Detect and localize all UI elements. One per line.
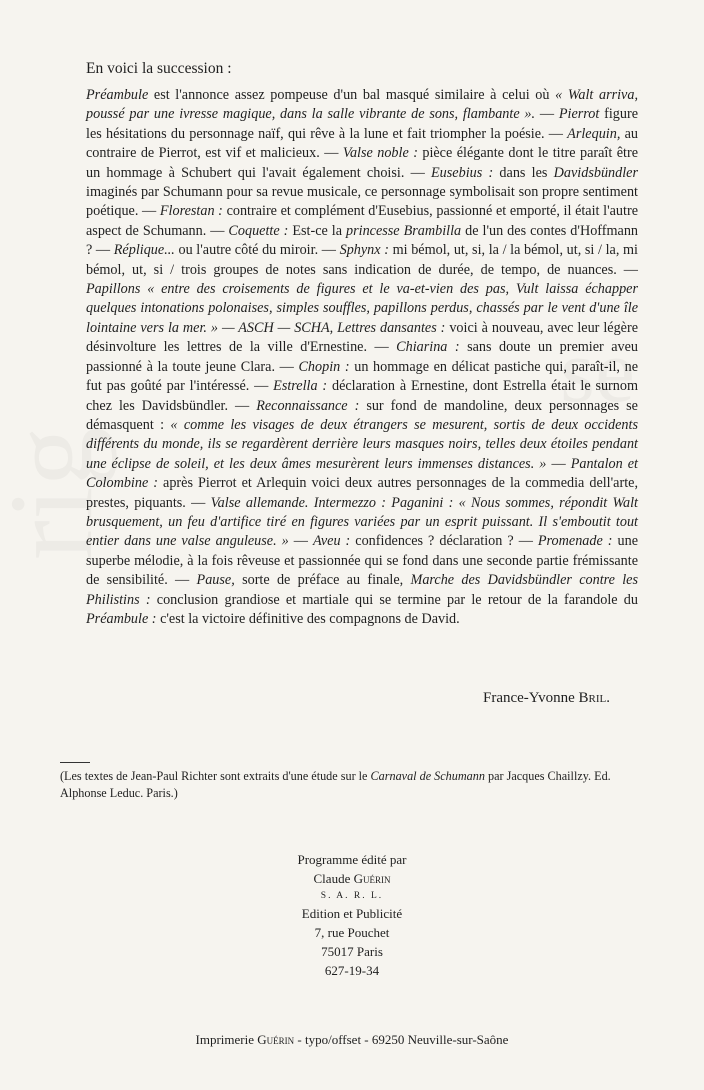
signature xyxy=(483,690,610,707)
text-run: — xyxy=(535,106,559,123)
italic-run: Aveu : xyxy=(312,533,351,550)
text-run: voici à nouveau, avec leur légère désinvolture les lettres de la ville d'Ernestine. — xyxy=(86,319,638,356)
text-run: confidences ? déclaration ? — xyxy=(350,533,538,550)
italic-run: Valse allemande. Intermezzo : Paganini : « Nous sommes, répondit Walt brusquement, un feu d'artifice tiré en figures variées par un esprit puissant. Il s'emboutit tout entier dans une valse anguleuse. » xyxy=(86,494,638,550)
imprint-line-2 xyxy=(0,869,704,888)
italic-run: Réplique... xyxy=(113,242,175,259)
footnote xyxy=(60,768,650,802)
publisher-imprint xyxy=(0,850,704,980)
italic-run: Reconnaissance : xyxy=(256,397,360,414)
text-run: au contraire de Pierrot, est vif et malicieux. — xyxy=(86,125,638,162)
italic-run: Arlequin, xyxy=(567,125,621,142)
italic-run: Préambule xyxy=(86,87,149,103)
text-run: pièce élégante dont le titre paraît être un hommage à Schubert qui l'avait également choisi. — xyxy=(86,145,638,181)
footnote-title: Carnaval de Schumann xyxy=(370,769,485,783)
imprint-line-1: Programme édité par xyxy=(297,852,407,867)
text-run: sur fond de mandoline, deux personnages se démasquent : xyxy=(86,397,638,433)
text-run: — xyxy=(546,455,571,472)
footnote-text-2: par Jacques Chaillzy. Ed. Alphonse Leduc. Paris.) xyxy=(60,769,611,800)
text-run: sans doute un premier aveu passionné à la toute jeune Clara. — xyxy=(86,339,639,375)
text-run: Est-ce la xyxy=(288,222,347,239)
italic-run: princesse Brambilla xyxy=(346,222,462,239)
italic-run: Sphynx : xyxy=(339,242,389,259)
text-run: après Pierrot et Arlequin voici deux autres personnages de la commedia dell'arte, prestes, piquants. — xyxy=(86,475,638,511)
text-run: dans les xyxy=(493,164,554,181)
italic-run: Valse noble : xyxy=(342,145,418,162)
italic-run: Préambule : xyxy=(86,610,157,627)
text-run: imaginés par Schumann pour sa revue musicale, ce personnage symbolisait son propre sentiment poétique. — xyxy=(86,184,638,220)
italic-run: Pierrot xyxy=(558,106,600,123)
text-run: de l'un des contes d'Hoffmann ? — xyxy=(86,222,639,259)
italic-run: Florestan : xyxy=(159,203,223,220)
intro-line: En voici la succession : xyxy=(86,60,232,77)
text-run: conclusion grandiose et martiale qui se termine par le retour de la farandole du xyxy=(150,591,638,608)
italic-run: Coquette : xyxy=(228,222,289,239)
text-run: contraire et complément d'Eusebius, passionné et emporté, il était l'autre aspect de Schumann. — xyxy=(86,203,638,239)
italic-run: Pantalon et Colombine : xyxy=(86,455,638,492)
footnote-text-1: (Les textes de Jean-Paul Richter sont extraits d'une étude sur le xyxy=(60,769,371,783)
italic-run: Chopin : xyxy=(298,358,350,375)
text-run: une superbe mélodie, à la fois rêveuse et passionnée qui se fond dans une seconde partie frémissante de sensibilité. — xyxy=(86,533,638,589)
imprint-line-4: Edition et Publicité xyxy=(301,906,403,921)
printer-prefix: Imprimerie xyxy=(195,1032,258,1047)
imprint-phone: 627-19-34 xyxy=(324,963,380,978)
italic-run: Eusebius : xyxy=(431,164,494,181)
italic-run: Chiarina : xyxy=(396,339,460,356)
italic-run: « Walt arriva, poussé par une ivresse magique, dans la salle vibrante de sons, flambante ». xyxy=(86,87,638,123)
signature-last-name: Bril. xyxy=(578,690,611,706)
text-run: un hommage en délicat pastiche qui, paraît-il, ne fut pas goûté par l'intéressé. — xyxy=(86,358,638,395)
printer-name: Guérin xyxy=(257,1032,295,1047)
italic-run: Papillons « entre des croisements de figures et le va-et-vien des pas, Vult laissa échapper quelques intonations polonaises, simples souffles, papillons perdus, chassés par le vent d'une île lointaine vers la mer. » — ASCH — SCHA, Lettres dansantes : xyxy=(86,281,638,336)
text-run: c'est la victoire définitive des compagnons de David. xyxy=(156,610,460,627)
text-run: est l'annonce assez pompeuse d'un bal masqué similaire à celui où xyxy=(148,87,556,103)
text-run: ou l'autre côté du miroir. — xyxy=(174,242,340,259)
italic-run: Marche des Davidsbündler contre les Philistins : xyxy=(86,572,638,608)
footnote-rule xyxy=(60,762,90,763)
italic-run: « comme les visages de deux étrangers se mesurent, sortis de deux occidents différents du monde, ils se regardèrent derrière leurs masques noirs, telles deux étoiles pendant une éclipse de soleil, et les deux âmes mesurèrent leurs immenses distances. » xyxy=(86,416,638,472)
italic-run: Davidsbündler xyxy=(553,164,638,181)
signature-first-name: France-Yvonne xyxy=(483,690,575,706)
italic-run: Promenade : xyxy=(537,533,613,550)
text-run: déclaration à Ernestine, dont Estrella était le surnom chez les Davidsbündler. — xyxy=(86,378,639,414)
printer-line xyxy=(0,1032,704,1048)
main-paragraph xyxy=(86,86,638,629)
imprint-publisher-name: Guérin xyxy=(353,871,391,886)
text-run: figure les hésitations du personnage naïf, qui rêve à la lune et fait triompher la poésie. — xyxy=(86,106,638,142)
text-run: — xyxy=(288,533,313,550)
imprint-sarl: S. A. R. L. xyxy=(320,891,384,901)
imprint-city: 75017 Paris xyxy=(321,944,383,959)
text-run: sorte de préface au finale, xyxy=(234,572,411,589)
italic-run: Pause, xyxy=(196,572,235,589)
printer-details: - typo/offset - 69250 Neuville-sur-Saône xyxy=(294,1032,509,1047)
italic-run: Estrella : xyxy=(273,378,328,395)
text-run: mi bémol, ut, si, la / la bémol, ut, si / la, mi bémol, ut, si / trois groupes de notes sans indication de durée, de tempo, de nuances. — xyxy=(86,242,638,278)
imprint-publisher-first: Claude xyxy=(313,871,354,886)
imprint-address: 7, rue Pouchet xyxy=(314,925,390,940)
